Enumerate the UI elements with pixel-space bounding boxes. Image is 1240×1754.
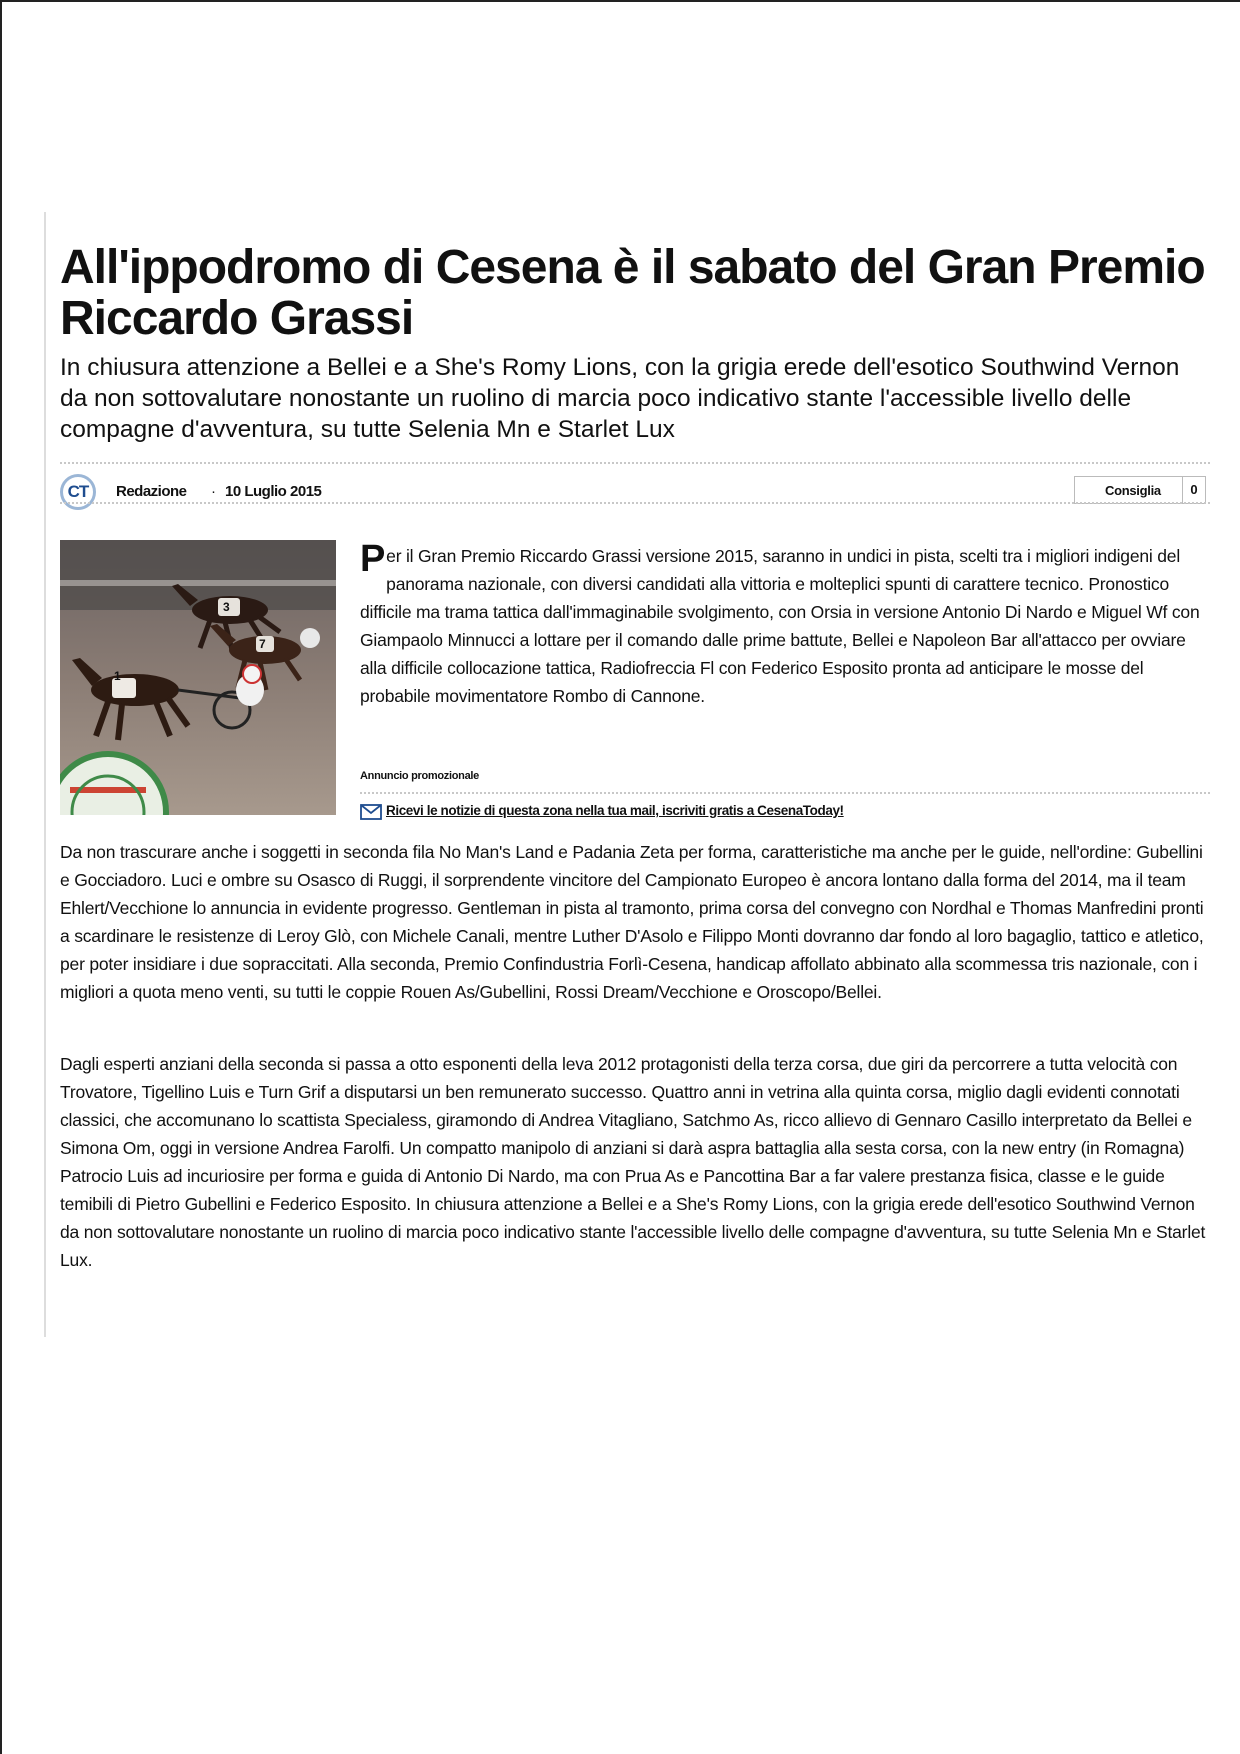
author-link[interactable]: Redazione <box>116 483 187 500</box>
lead-text: er il Gran Premio Riccardo Grassi versione 2015, saranno in undici in pista, scelti tra i migliori indigeni del panorama nazionale, con diversi candidati alla vittoria e molteplici spunti di carattere tecnico. Pronostico difficile ma trama tattica dall'immaginabile svolgimento, con Orsia in versione Antonio Di Nardo e Miguel Wf con Giampaolo Minnucci a lottare per il comando dalle prime battute, Bellei e Napoleon Bar all'attacco per ovviare alla difficile collocazione tattica, Radiofreccia Fl con Federico Esposito pronta ad anticipare le mosse del probabile movimentatore Rombo di Cannone. <box>360 546 1200 706</box>
mail-icon <box>360 804 382 820</box>
article <box>44 212 1216 1337</box>
article-title: All'ippodromo di Cesena è il sabato del Gran Premio Riccardo Grassi <box>60 241 1205 345</box>
recommend-count: 0 <box>1182 477 1205 503</box>
publish-date: 10 Luglio 2015 <box>225 483 322 500</box>
article-photo[interactable] <box>60 540 336 815</box>
body-paragraph-1: Da non trascurare anche i soggetti in seconda fila No Man's Land e Padania Zeta per forma, caratteristiche ma anche per le guide, nell'ordine: Gubellini e Gocciadoro. Luci e ombre su Osasco di Ruggi, il sorprendente vincitore del Campionato Europeo è ancora lontano dalla forma del 2014, ma il team Ehlert/Vecchione lo annuncia in evidente progresso. Gentleman in pista al tramonto, prima corsa del convegno con Nordhal e Thomas Manfredini pronti a scardinare le resistenze di Leroy Glò, con Michele Canali, mentre Luther D'Asolo e Filippo Monti dovranno dar fondo al loro bagaglio, tattico e atletico, per poter insidiare i due sopraccitati. Alla seconda, Premio Confindustria Forlì-Cesena, handicap affollato abbinato alla scommessa tris nazionale, con i migliori a quota meno venti, su tutti le coppie Rouen As/Gubellini, Rossi Dream/Vecchione e Oroscopo/Bellei. <box>60 842 1204 1002</box>
saddlecloth-number-1: 1 <box>114 669 121 683</box>
page-border-top <box>0 0 1240 2</box>
newsletter-link[interactable]: Ricevi le notizie di questa zona nella tua mail, iscriviti gratis a CesenaToday! <box>386 803 844 818</box>
harness-racing-photo-icon <box>60 540 336 815</box>
recommend-button[interactable] <box>1074 476 1206 504</box>
newsletter-signup[interactable] <box>360 802 1220 822</box>
promo-divider <box>360 792 1210 794</box>
article-subtitle: In chiusura attenzione a Bellei e a She's Romy Lions, con la grigia erede dell'esotico Southwind Vernon da non sottovalutare nonostante un ruolino di marcia poco indicativo stante l'accessible livello delle compagne d'avventura, su tutte Selenia Mn e Starlet Lux <box>60 354 1180 443</box>
body-paragraph-2: Dagli esperti anziani della seconda si passa a otto esponenti della leva 2012 protagonisti della terza corsa, due giri da percorrere a tutta velocità con Trovatore, Tigellino Luis e Turn Grif a disputarsi un ben remunerato successo. Quattro anni in vetrina alla quinta corsa, miglio dagli evidenti connotati classici, che accomunano lo scattista Specialess, giramondo di Andrea Vitagliano, Satchmo As, ricco allievo di Gennaro Casillo interpretato da Bellei e Simona Om, oggi in versione Andrea Farolfi. Un compatto manipolo di anziani si darà aspra battaglia alla sesta corsa, con la new entry (in Romagna) Patrocio Luis ad incuriosire per forma e guida di Antonio Di Nardo, ma con Prua As e Pancottina Bar a far valere prestanza fisica, classe e le guide temibili di Pietro Gubellini e Federico Esposito. In chiusura attenzione a Bellei e a She's Romy Lions, con la grigia erede dell'esotico Southwind Vernon da non sottovalutare nonostante un ruolino di marcia poco indicativo stante l'accessible livello delle compagne d'avventura, su tutte Selenia Mn e Starlet Lux. <box>60 1054 1206 1270</box>
drop-cap: P <box>360 538 386 580</box>
recommend-label: Consiglia <box>1105 483 1161 498</box>
lead-paragraph <box>360 538 1210 710</box>
divider-top <box>60 462 1210 464</box>
divider-bottom <box>60 502 1210 504</box>
saddlecloth-number-7: 7 <box>259 637 266 651</box>
ct-logo-icon: CT <box>60 474 96 510</box>
meta-separator: · <box>211 483 216 500</box>
page-border-left <box>0 0 2 1754</box>
promo-label: Annuncio promozionale <box>360 770 479 782</box>
saddlecloth-number-3: 3 <box>223 600 230 614</box>
